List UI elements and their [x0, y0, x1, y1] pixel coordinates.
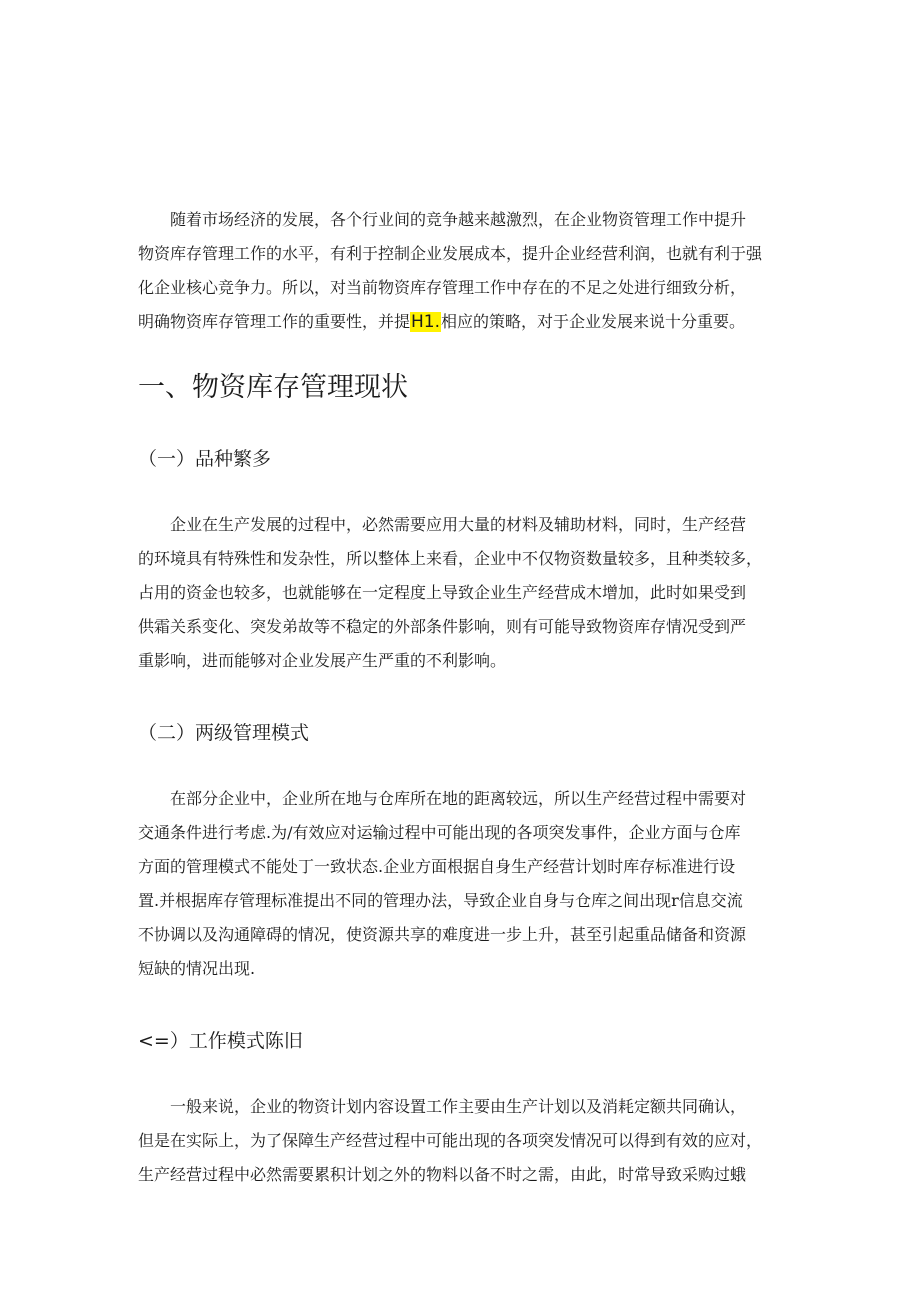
highlighted-text: H1. — [411, 312, 441, 332]
sub1-line-4: 供霜关系变化、突发弟故等不稳定的外部条件影响，则有可能导致物资库存情况受到严 — [138, 617, 747, 636]
sub3-line-3: 生产经营过程中必然需要累积计划之外的物料以备不时之需，由此，时常导致采购过蛾 — [138, 1165, 747, 1184]
sub1-line-3: 占用的资金也较多，也就能够在一定程度上导致企业生产经营成木增加，此时如果受到 — [138, 583, 747, 602]
sub3-line-1: 一般来说，企业的物资计划内容设置工作主要由生产计划以及消耗定额共同确认， — [170, 1097, 747, 1116]
subsection-3-paragraph — [138, 1090, 788, 1192]
sub3-line-2: 但是在实际上，为了保障生产经营过程中可能出现的各项突发情况可以得到有效的应对， — [138, 1131, 763, 1150]
intro-line-1: 随着市场经济的发展，各个行业间的竞争越来越激烈，在企业物资管理工作中提升 — [170, 210, 747, 229]
intro-line-4-before: 明确物资库存管理工作的重要性，并提 — [138, 312, 411, 331]
subsection-2-paragraph — [138, 782, 788, 986]
intro-paragraph — [138, 203, 788, 339]
subsection-3-heading: <=）工作模式陈旧 — [138, 1030, 303, 1052]
sub2-line-6: 短缺的情况出现. — [138, 959, 256, 978]
sub1-line-5: 重影响，进而能够对企业发展产生严重的不利影响。 — [138, 651, 507, 670]
subsection-1-heading: （一）品种繁多 — [138, 448, 272, 470]
sub2-line-5: 不协调以及沟通障碍的情况，使资源共享的难度进一步上升，甚至引起重品储备和资源 — [138, 925, 747, 944]
sub2-line-3: 方面的管理模式不能处丁一致状态.企业方面根据自身生产经营计划时库存标准进行设 — [138, 857, 736, 876]
sub1-line-2: 的环境具有特殊性和发杂性，所以整体上来看，企业中不仅物资数量较多，且种类较多， — [138, 549, 763, 568]
sub2-line-4: 置.并根据库存管理标准提出不同的管理办法，导致企业自身与仓库之间出现r信息交流 — [138, 891, 743, 910]
intro-line-3: 化企业核心竞争力。所以，对当前物资库存管理工作中存在的不足之处进行细致分析， — [138, 278, 747, 297]
section-heading: 一、物资库存管理现状 — [138, 372, 408, 403]
subsection-1-paragraph — [138, 508, 788, 678]
intro-line-4 — [138, 305, 788, 339]
intro-line-2: 物资库存管理工作的水平，有利于控制企业发展成本，提升企业经营利润，也就有利于强 — [138, 244, 763, 263]
subsection-2-heading: （二）两级管理模式 — [138, 722, 310, 744]
sub2-line-2: 交通条件进行考虑.为/有效应对运输过程中可能出现的各项突发事件，企业方面与仓库 — [138, 823, 741, 842]
intro-line-4-after: 相应的策略，对于企业发展来说十分重要。 — [441, 312, 746, 331]
sub2-line-1: 在部分企业中，企业所在地与仓库所在地的距离较远，所以生产经营过程中需要对 — [170, 789, 747, 808]
sub1-line-1: 企业在生产发展的过程中，必然需要应用大量的材料及辅助材料，同时，生产经营 — [170, 515, 747, 534]
